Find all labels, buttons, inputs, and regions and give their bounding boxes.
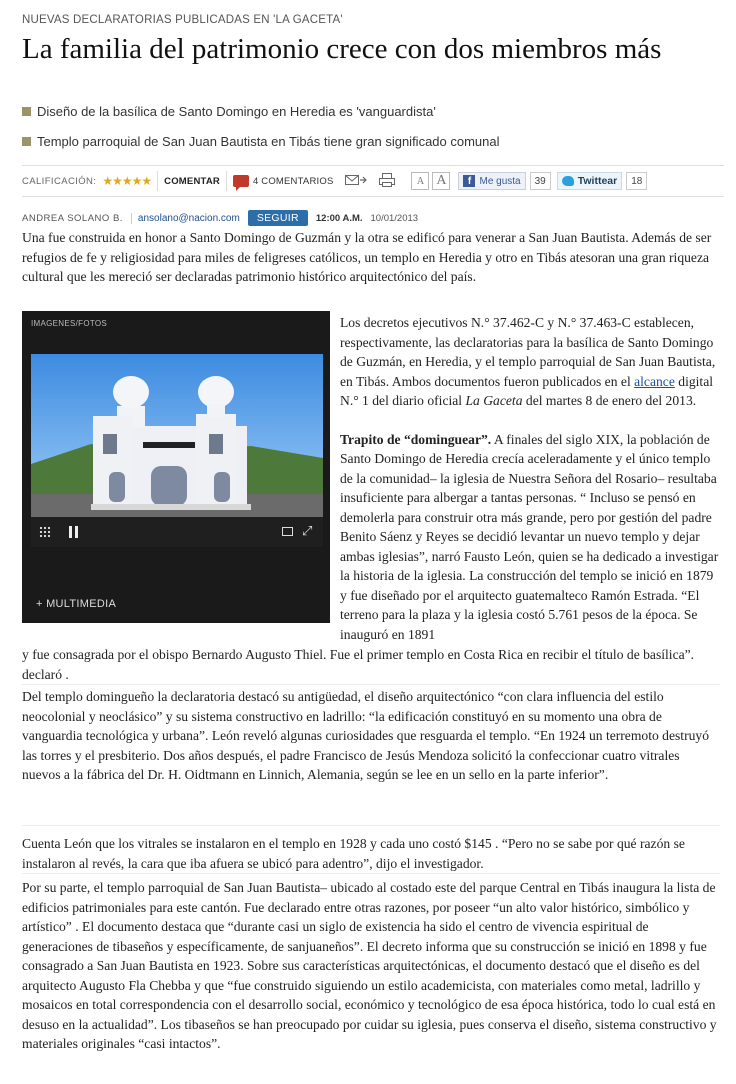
media-controls: [31, 517, 323, 547]
summary-bullets: [22, 101, 722, 151]
kicker: NUEVAS DECLARATORIAS PUBLICADAS EN 'LA GACETA': [22, 14, 343, 26]
like-label: Me gusta: [479, 175, 521, 187]
author-name: ANDREA SOLANO B.: [22, 212, 123, 224]
p2-text-side: A finales del siglo XIX, la población de Santo Domingo de Heredia crecía aceleradamente y el único templo de la comunidad– la iglesia de Nuestra Señora del Rosario– resultaba insuficiente para albergar a tantas personas. “ Incluso se pensó en demolerla para construir otra más grande, pero por gestión del padre Benito Sáenz y Reyes se decidió levantar un nuevo templo y dejar ambas iglesias”, narró Fausto León, quien se ha dedicado a investigar la historia de la iglesia. La construcción del templo se inició en 1879 y fue diseñado por el arquitecto guatemalteco Ramón Estrada. “El terreno para la plaza y la iglesia costó 5.761 pesos de la época. Se inauguró en 1891: [340, 431, 719, 642]
print-icon[interactable]: [379, 173, 395, 190]
publish-time: 12:00 A.M.: [315, 212, 363, 224]
facebook-like-button[interactable]: [458, 172, 525, 190]
facebook-icon: f: [463, 175, 475, 187]
alcance-link[interactable]: alcance: [634, 373, 675, 389]
media-label: IMAGENES/FOTOS: [31, 319, 108, 328]
section-subtitle: Trapito de “dominguear”.: [340, 431, 492, 447]
divider: [157, 171, 158, 191]
p1-text-b: digital N.° 1 del diario oficial: [340, 373, 714, 408]
twitter-count: 18: [626, 172, 647, 190]
fullscreen-icon[interactable]: ⤢: [302, 524, 313, 539]
grid-icon[interactable]: [39, 526, 51, 538]
headline: La familia del patrimonio crece con dos miembros más: [22, 33, 662, 65]
divider: [22, 825, 720, 826]
decrees-paragraph: [340, 313, 720, 411]
summary-bullet: [22, 101, 722, 121]
history-paragraph-continued: y fue consagrada por el obispo Bernardo Augusto Thiel. Fue el primer templo en Costa Rica en recibir el título de basílica”. declaró .: [22, 647, 695, 682]
history-paragraph: [340, 430, 720, 645]
font-decrease-button[interactable]: A: [411, 172, 429, 190]
popout-icon[interactable]: [282, 527, 293, 536]
publish-date: 10/01/2013: [370, 212, 419, 224]
body-paragraph: Cuenta León que los vitrales se instalaron en el templo en 1928 y cada uno costó $145 . “Pero no se sabe por qué razón se instalaron al revés, la cara que iba afuera se ubicó para adentro”, dijo el investigador.: [22, 836, 685, 871]
rating-label: CALIFICACIÓN:: [22, 175, 97, 187]
divider: [22, 873, 720, 874]
divider: [226, 171, 227, 191]
twitter-label: Twittear: [577, 175, 618, 187]
byline: [22, 210, 418, 226]
rating-stars[interactable]: ★★★★★: [102, 174, 152, 188]
article-toolbar: [22, 165, 724, 197]
p1-text-a: Los decretos ejecutivos N.° 37.462-C y N.° 37.463-C establecen, respectivamente, las declaratorias para la basílica de Santo Domingo de Guzmán, en Heredia, y el templo parroquial de San Juan Bautista, en Tibás. Ambos documentos fueron publicados en el: [340, 315, 716, 389]
comments-count-link[interactable]: 4 COMENTARIOS: [252, 175, 334, 187]
body-paragraph: Por su parte, el templo parroquial de San Juan Bautista– ubicado al costado este del parque Central en Tibás inaugura la lista de edificios patrimoniales para este cantón. Fue declarado entre otras razones, por poseer “un alto valor histórico, simbólico y artístico” . El documento destaca que “durante casi un siglo de existencia ha sido el centro de vivencia espiritual de generaciones de tibaseños y específicamente, de sanjuaneños”. El decreto informa que su construcción se inició en 1898 y fue consagrado a San Juan Bautista en 1923. Sobre sus características arquitectónicas, el documento destacó que el diseño es del arquitecto Augusto Fla Chebba y que “fue construido siguiendo un estilo academicista, con materiales como metal, ladrillo y mosaicos en total correspondencia con el desarrollo social, económico y tecnológico de esa época histórica, todo lo cual está en desuso en la actualidad”. Los tibaseños se han preocupado por cuidar su iglesia, pues conserva el diseño, sistema constructivo y materiales originales “casi intactos”.: [22, 880, 717, 1051]
bullet-text: Diseño de la basílica de Santo Domingo en Heredia es 'vanguardista': [37, 103, 436, 119]
multimedia-link[interactable]: + MULTIMEDIA: [36, 598, 117, 610]
divider: [22, 684, 720, 685]
author-email-link[interactable]: ansolano@nacion.com: [131, 213, 240, 224]
bullet-text: Templo parroquial de San Juan Bautista en Tibás tiene gran significado comunal: [37, 133, 500, 149]
square-bullet-icon: [22, 137, 31, 146]
square-bullet-icon: [22, 107, 31, 116]
font-increase-button[interactable]: A: [432, 172, 450, 190]
church-photo[interactable]: [31, 354, 323, 517]
summary-bullet: [22, 131, 722, 151]
p1-text-c: del martes 8 de enero del 2013.: [522, 393, 697, 408]
comment-button[interactable]: COMENTAR: [164, 175, 220, 187]
pause-icon[interactable]: [69, 526, 78, 538]
side-column-text: [340, 313, 720, 644]
twitter-button[interactable]: [557, 172, 622, 190]
gazette-name: La Gaceta: [465, 393, 523, 408]
body-paragraph: Del templo domingueño la declaratoria destacó su antigüedad, el diseño arquitectónico “con clara influencia del estilo neocolonial y neoclásico” y su sistema constructivo en ladrillo: “la edificación constituyó en su momento una obra de vanguardia tecnológica y urbana”. León reveló algunas curiosidades que resguarda el templo. “En 1924 un terremoto destruyó las torres y el presbiterio. Dos años después, el padre Francisco de Jesús Mendoza solicitó la confeccionar cuatro vitrales nuevos a la fábrica del Dr. H. Oidtmann en Linnich, Alemania, según se lee en un sello en la parte inferior”.: [22, 689, 709, 782]
like-count: 39: [530, 172, 551, 190]
twitter-bird-icon: [562, 176, 574, 186]
lead-paragraph: Una fue construida en honor a Santo Domingo de Guzmán y la otra se edificó para venerar a San Juan Bautista. Además de ser refugios de fe y religiosidad para miles de feligreses católicos, un templo en Heredia y otro en Tibás atesoran una gran riqueza cultural que les mereció ser declaradas patrimonio histórico arquitectónico del país.: [22, 230, 712, 284]
email-icon[interactable]: [345, 174, 367, 189]
media-gallery[interactable]: [22, 311, 330, 623]
follow-button[interactable]: SEGUIR: [248, 210, 308, 226]
speech-bubble-icon: [233, 175, 249, 187]
